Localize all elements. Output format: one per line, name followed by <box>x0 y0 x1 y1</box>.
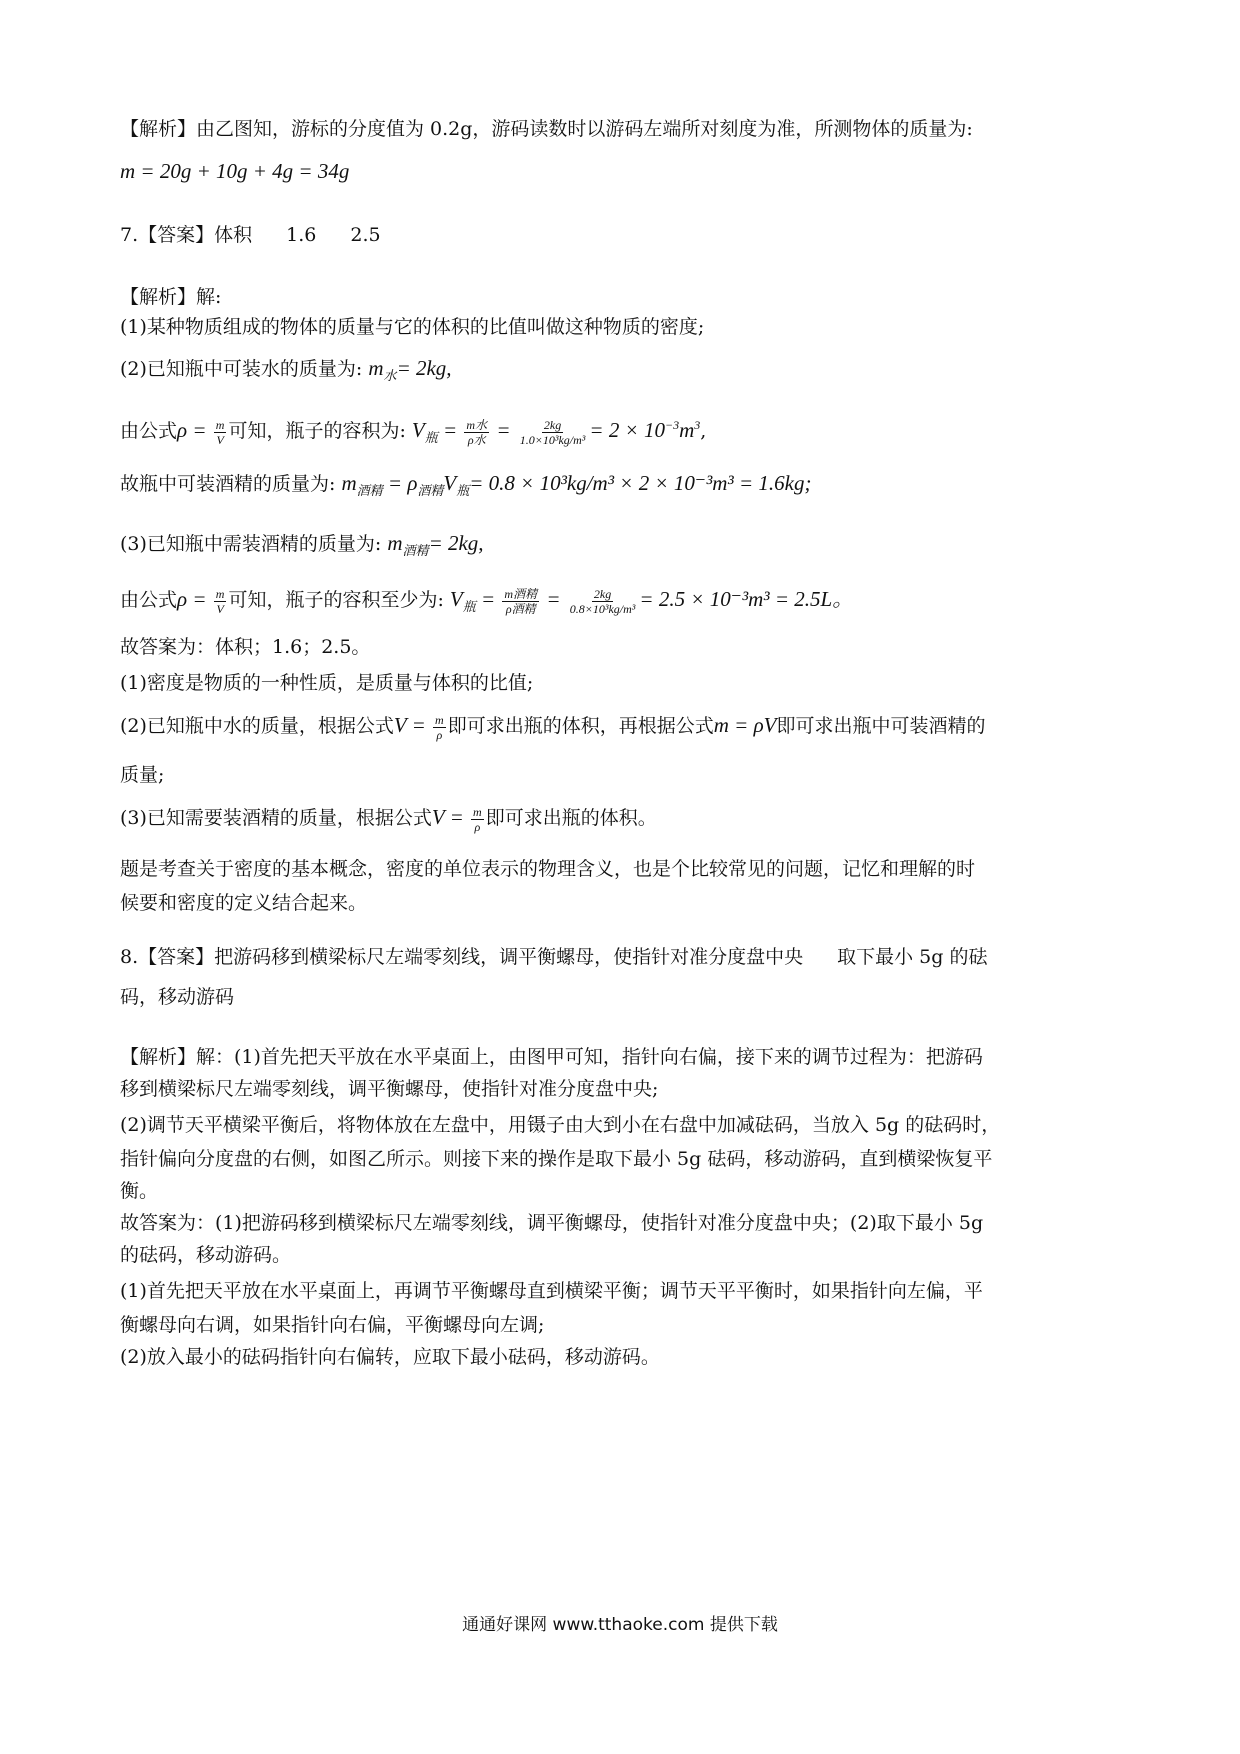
q7-point-2 <box>120 353 452 391</box>
q7-point-5 <box>120 528 484 566</box>
q8-answer-cont: 码，移动游码 <box>120 986 235 1008</box>
q7-point-5-formula: $m_{酒精}= 2kg$, <box>387 531 484 558</box>
q8-analysis-1: 【解析】解：(1)首先把天平放在水平桌面上，由图甲可知，指针向右偏，接下来的调节过程为：把游码 <box>120 1046 983 1068</box>
fraction-2kg-over-density: $\frac{2kg}{\text{1.0×10³kg/m³}}$ <box>519 417 586 447</box>
q8-analysis-3: (2)调节天平横梁平衡后，将物体放在左盘中，用镊子由大到小在右盘中加减砝码，当放入 5g 的砝码时， <box>120 1114 1001 1136</box>
q7-point-1: (1)某种物质组成的物体的质量与它的体积的比值叫做这种物质的密度; <box>120 316 705 338</box>
q7-answer-label: 7.【答案】体积 <box>120 224 253 246</box>
q8-answer-summary-1: 故答案为：(1)把游码移到横梁标尺左端零刻线，调平衡螺母，使指针对准分度盘中央；(2)取下最小 5g <box>120 1212 984 1234</box>
q8-answer-2: 取下最小 5g 的砝 <box>837 946 988 968</box>
q7-point-5-text: (3)已知瓶中需装酒精的质量为: <box>120 533 382 555</box>
fraction-m-over-v-2: $\frac{m}{V}$ <box>215 586 225 616</box>
fraction-m-over-rho: $\frac{m}{\rho}$ <box>435 712 444 742</box>
page-footer: 通通好课网 www.tthaoke.com 提供下载 <box>462 1615 778 1635</box>
q7-point-4-text: 故瓶中可装酒精的质量为: <box>120 473 336 495</box>
q7-point-6: 由公式ρ = $\frac{m}{V}$ 可知，瓶子的容积至少为: $V_瓶$ = $\frac{\text{m酒精}}{\text{ρ酒精}}$ = $\frac{2kg}{\text{0.8×10³kg/m³}}$ = 2.5 × 10⁻³m³ = 2.5L。 <box>120 586 854 616</box>
q8-discussion-1: (1)首先把天平放在水平桌面上，再调节平衡螺母直到横梁平衡；调节天平平衡时，如果指针向左偏，平 <box>120 1280 983 1302</box>
q7-summary-2: 候要和密度的定义结合起来。 <box>120 892 368 914</box>
q7-point-2-formula: $m_水= 2kg$, <box>368 356 452 383</box>
analysis-line-1: 【解析】由乙图知，游标的分度值为 0.2g，游码读数时以游码左端所对刻度为准，所测物体的质量为: <box>120 118 973 140</box>
fraction-m-over-rho-2: $\frac{m}{\rho}$ <box>473 804 482 834</box>
fraction-2kg-over-density-2: $\frac{2kg}{\text{0.8×10³kg/m³}}$ <box>569 586 636 616</box>
q7-point-6-b: 可知，瓶子的容积至少为: <box>228 589 444 611</box>
fraction-m-over-v: $\frac{m}{V}$ <box>215 417 225 447</box>
q7-analysis-title: 【解析】解: <box>120 286 222 308</box>
q8-analysis-2: 移到横梁标尺左端零刻线，调平衡螺母，使指针对准分度盘中央; <box>120 1078 659 1100</box>
q8-analysis-5: 衡。 <box>120 1180 159 1202</box>
q7-discussion-2: (2)已知瓶中水的质量，根据公式V = $\frac{m}{\rho}$ 即可求出瓶的体积，再根据公式m = ρV即可求出瓶中可装酒精的 <box>120 712 986 742</box>
q7-point-6-a: 由公式 <box>120 589 178 611</box>
q7-point-3-a: 由公式 <box>120 420 178 442</box>
q8-answer <box>120 942 987 972</box>
fraction-malcohol-over-rho: $\frac{\text{m酒精}}{\text{ρ酒精}}$ <box>504 586 538 616</box>
q8-answer-summary-2: 的砝码，移动游码。 <box>120 1244 292 1266</box>
q7-discussion-1: (1)密度是物质的一种性质，是质量与体积的比值; <box>120 672 534 694</box>
q8-discussion-3: (2)放入最小的砝码指针向右偏转，应取下最小砝码，移动游码。 <box>120 1346 660 1368</box>
q7-discussion-2-cont: 质量; <box>120 764 165 786</box>
q7-point-3-b: 可知，瓶子的容积为: <box>228 420 406 442</box>
q7-point-4 <box>120 468 811 506</box>
q7-discussion-3: (3)已知需要装酒精的质量，根据公式V = $\frac{m}{\rho}$ 即可求出瓶的体积。 <box>120 804 657 834</box>
q7-summary-1: 题是考查关于密度的基本概念，密度的单位表示的物理含义，也是个比较常见的问题，记忆和理解的时 <box>120 858 976 880</box>
q7-answer-3: 2.5 <box>350 224 381 246</box>
q7-answer-2: 1.6 <box>286 224 317 246</box>
q7-answer-summary: 故答案为：体积；1.6；2.5。 <box>120 636 371 658</box>
q7-point-4-formula: $m_{酒精} = \rho_{酒精}V_瓶= 0.8 \times 10^3kg/m^3 \times 2 \times 10^{-3}m^3 = 1.6kg$; <box>341 471 812 498</box>
q7-point-3: 由公式ρ = $\frac{m}{V}$ 可知，瓶子的容积为: $V_瓶$ = $\frac{\text{m水}}{\text{ρ水}}$ = $\frac{2kg}{\text{1.0×10³kg/m³}}$ = $2 \times 10^{-3}m^3$, <box>120 417 707 447</box>
q8-analysis-4: 指针偏向分度盘的右侧，如图乙所示。则接下来的操作是取下最小 5g 砝码，移动游码，直到横梁恢复平 <box>120 1148 993 1170</box>
q7-answer <box>120 220 381 250</box>
mass-formula: m = 20g + 10g + 4g = 34g <box>120 159 350 183</box>
q7-point-2-text: (2)已知瓶中可装水的质量为: <box>120 358 363 380</box>
q8-answer-1: 8.【答案】把游码移到横梁标尺左端零刻线，调平衡螺母，使指针对准分度盘中央 <box>120 946 804 968</box>
fraction-mwater-over-rho: $\frac{\text{m水}}{\text{ρ水}}$ <box>466 417 488 447</box>
q8-discussion-2: 衡螺母向右调，如果指针向右偏，平衡螺母向左调; <box>120 1314 545 1336</box>
